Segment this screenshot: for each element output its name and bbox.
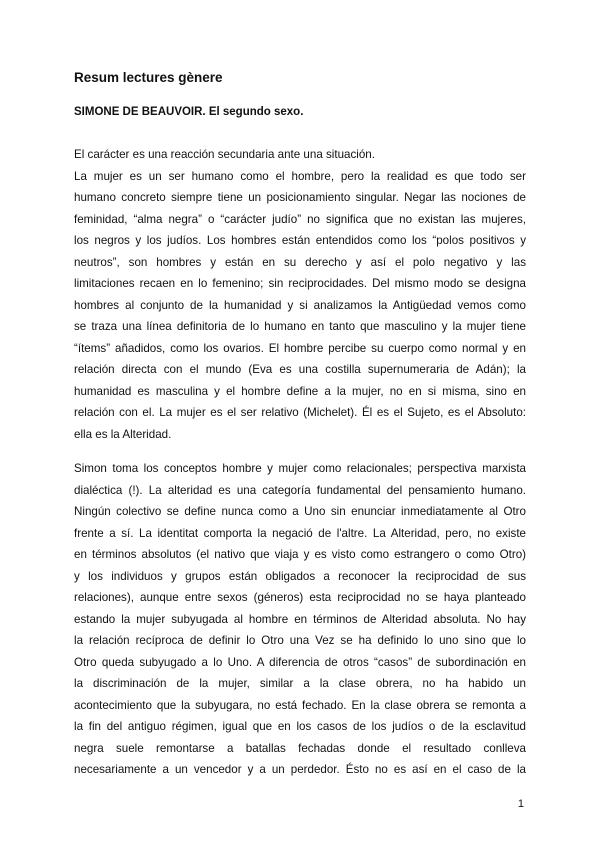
text-line: hombres al conjunto de la humanidad y si analizamos la Antigüedad vemos como	[74, 298, 526, 312]
document-subtitle: SIMONE DE BEAUVOIR. El segundo sexo.	[74, 106, 304, 118]
text-line: humanidad es masculina y el hombre define a la mujer, no en si misma, sino en	[74, 384, 526, 398]
text-line: ella es la Alteridad.	[74, 427, 172, 441]
text-line: “ítems” añadidos, como los ovarios. El hombre percibe su cuerpo como normal y en	[74, 341, 526, 355]
paragraph-2	[74, 458, 526, 781]
text-line: feminidad, “alma negra” o “carácter judío” no significa que no existan las mujeres,	[74, 212, 526, 226]
text-line: dialéctica (!). La alteridad es una categoría fundamental del pensamiento humano.	[74, 483, 526, 497]
text-line: la relación recíproca de definir lo Otro una Vez se ha definido lo uno sino que lo	[74, 634, 526, 647]
text-line: necesariamente a un vencedor y a un perdedor. Ésto no es así en el caso de la	[74, 763, 526, 776]
page-number: 1	[517, 798, 524, 810]
text-line: en términos absolutos (el nativo que viaja y es visto como estrangero o como Otro)	[74, 548, 526, 561]
text-line: La mujer es un ser humano como el hombre, pero la realidad es que todo ser	[74, 169, 526, 183]
text-line: humano concreto siempre tiene un posicionamiento singular. Negar las nociones de	[74, 191, 526, 204]
text-line: negra suele remontarse a batallas fechadas donde el resultado conlleva	[74, 741, 526, 755]
text-line: Ningún colectivo se define nunca como a Uno sin enunciar inmediatamente al Otro	[74, 505, 526, 518]
text-line: relaciones), aunque entre sexos (géneros) esta reciprocidad no se haya planteado	[74, 591, 526, 604]
text-line: Otro queda subyugado a lo Uno. A diferencia de otros “casos” de subordinación en	[74, 655, 526, 669]
text-line: relación con el. La mujer es el ser relativo (Michelet). Él es el Sujeto, es el Absoluto:	[74, 406, 526, 419]
text-line: frente a sí. La identitat comporta la negació de l'altre. La Alteridad, pero, no existe	[74, 526, 526, 540]
text-line: relación directa con el mundo (Eva es una costilla supernumeraria de Adán); la	[74, 363, 526, 376]
text-line: la fin del antiguo régimen, igual que en los casos de los judíos o de la esclavitud	[74, 720, 526, 733]
text-line: se traza una línea definitoria de lo humano en tanto que masculino y la mujer tiene	[74, 320, 526, 333]
document-title: Resum lectures gènere	[74, 70, 223, 85]
text-line: la discriminación de la mujer, similar a la clase obrera, no ha habido un	[74, 677, 526, 690]
text-line: estando la mujer subyugada al hombre en términos de Alteridad absoluta. No hay	[74, 612, 526, 626]
text-line: neutros”, son hombres y están en su derecho y así el polo negativo y las	[74, 255, 526, 269]
text-line: limitaciones recaen en lo femenino; sin reciprocidades. Del mismo modo se designa	[74, 277, 526, 290]
text-line: y los individuos y grupos están obligados a reconocer la reciprocidad de sus	[74, 569, 526, 583]
text-line: los negros y los judíos. Los hombres están entendidos como los “polos positivos y	[74, 234, 526, 247]
text-line: Simon toma los conceptos hombre y mujer como relacionales; perspectiva marxista	[74, 462, 526, 475]
text-line: El carácter es una reacción secundaria ante una situación.	[74, 148, 375, 161]
text-line: acontecimiento que la subyugara, no está fechado. En la clase obrera se remonta a	[74, 698, 526, 712]
paragraph-1	[74, 144, 526, 445]
